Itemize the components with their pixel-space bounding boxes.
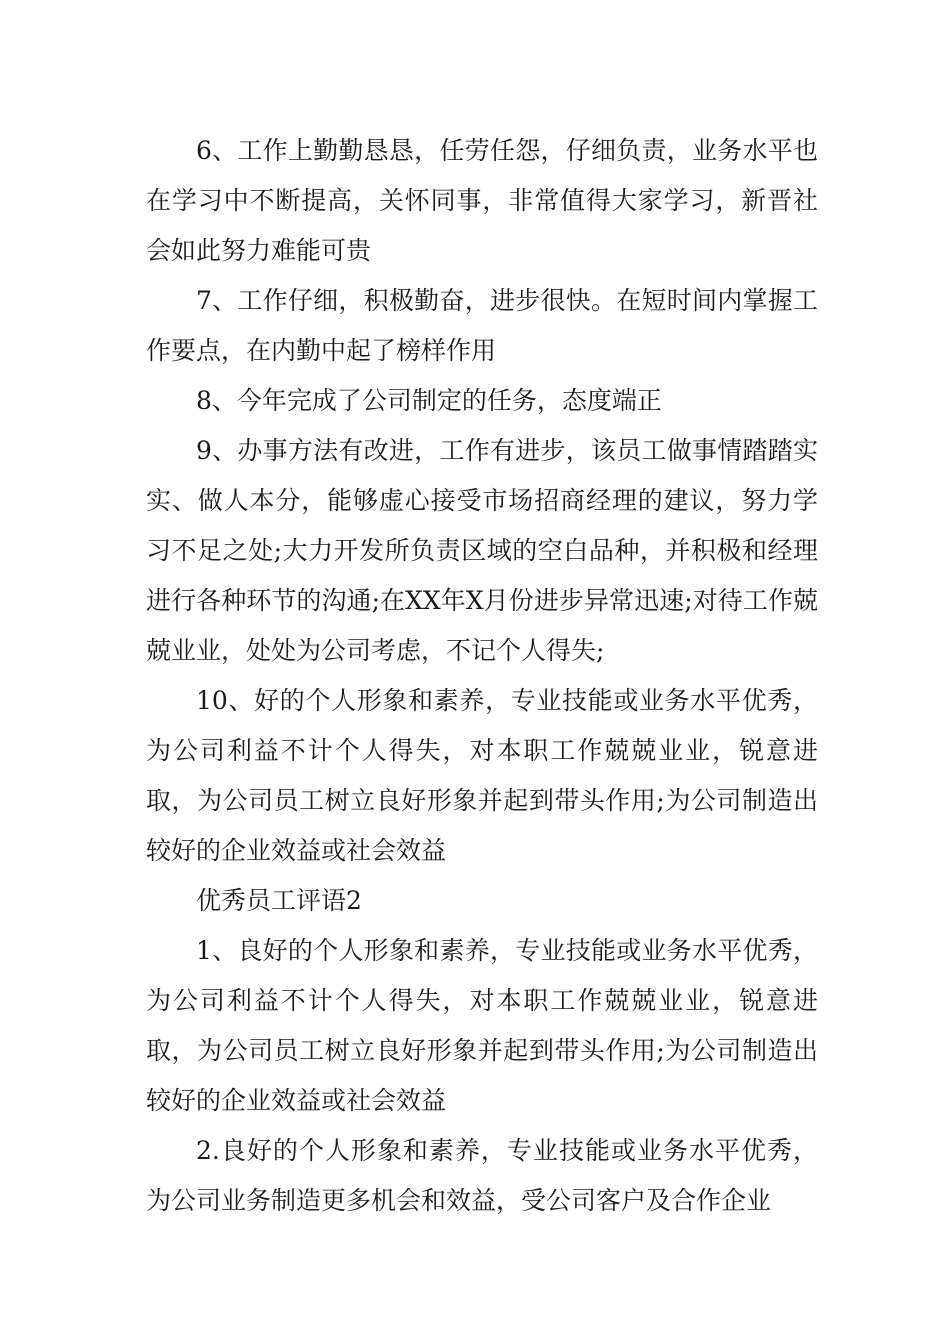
paragraph-item-6: 6、工作上勤勤恳恳，任劳任怨，仔细负责，业务水平也在学习中不断提高，关怀同事，非常值得大家学习，新晋社会如此努力难能可贵 bbox=[146, 136, 818, 265]
paragraph-item-1: 1、良好的个人形象和素养，专业技能或业务水平优秀，为公司利益不计个人得失，对本职工作兢兢业业，锐意进取，为公司员工树立良好形象并起到带头作用;为公司制造出较好的企业效益或社会效益 bbox=[146, 936, 818, 1115]
paragraph-item-10: 10、好的个人形象和素养，专业技能或业务水平优秀，为公司利益不计个人得失，对本职工作兢兢业业，锐意进取，为公司员工树立良好形象并起到带头作用;为公司制造出较好的企业效益或社会效益 bbox=[146, 686, 818, 865]
paragraph-item-2: 2.良好的个人形象和素养，专业技能或业务水平优秀，为公司业务制造更多机会和效益，受公司客户及合作企业 bbox=[146, 1136, 818, 1215]
paragraph-item-9: 9、办事方法有改进，工作有进步，该员工做事情踏踏实实、做人本分，能够虚心接受市场招商经理的建议，努力学习不足之处;大力开发所负责区域的空白品种，并积极和经理进行各种环节的沟通;在XX年X月份进步异常迅速;对待工作兢兢业业，处处为公司考虑，不记个人得失; bbox=[146, 436, 818, 665]
paragraph-item-8: 8、今年完成了公司制定的任务，态度端正 bbox=[196, 386, 662, 415]
section-heading: 优秀员工评语2 bbox=[196, 886, 362, 915]
paragraph-item-7: 7、工作仔细，积极勤奋，进步很快。在短时间内掌握工作要点，在内勤中起了榜样作用 bbox=[146, 286, 818, 365]
document-body bbox=[146, 126, 818, 1226]
